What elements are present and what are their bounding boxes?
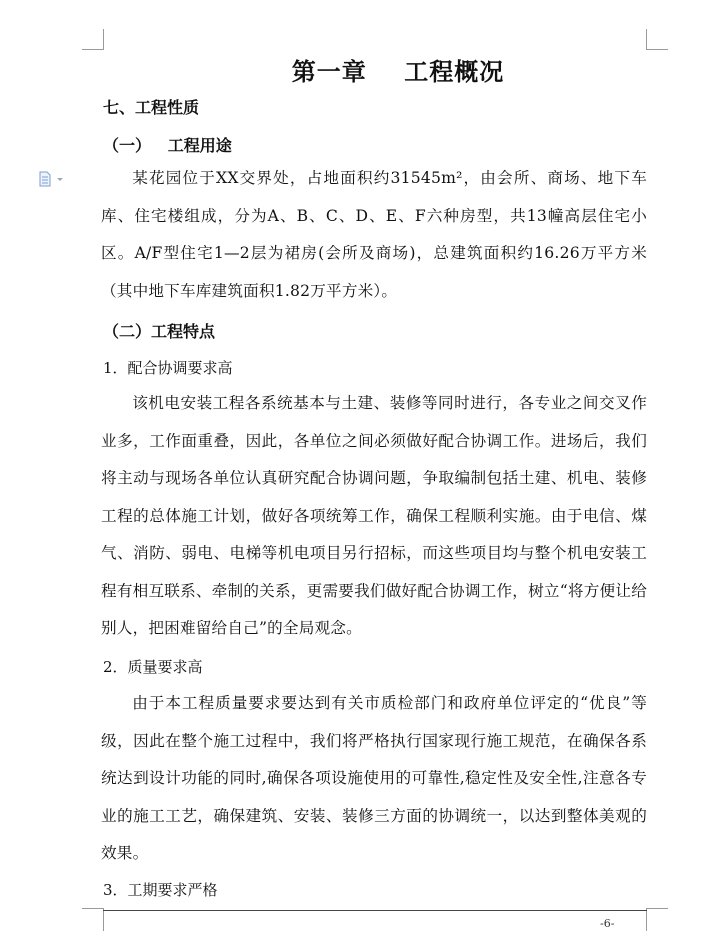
- section-heading: 七、工程性质: [103, 98, 200, 117]
- item-1-paragraph: 该机电安装工程各系统基本与土建、装修等同时进行，各专业之间交叉作业多，工作面重叠，因此，各单位之间必须做好配合协调工作。进场后，我们将主动与现场各单位认真研究配合协调问题，争取编制包括土建、机电、装修工程的总体施工计划，做好各项统筹工作，确保工程顺利实施。由于电信、煤气、消防、弱电、电梯等机电项目另行招标，而这些项目均与整个机电安装工程有相互联系、牵制的关系，更需要我们做好配合协调工作，树立“将方便让给别人，把困难留给自己”的全局观念。: [101, 394, 647, 637]
- item-1-title: 1．配合协调要求高: [103, 359, 233, 377]
- crop-mark-bottom-right: [646, 908, 668, 931]
- item-2-title: 2．质量要求高: [103, 658, 203, 676]
- item-2-paragraph: 由于本工程质量要求要达到有关市质检部门和政府单位评定的“优良”等级，因此在整个施工过程中，我们将严格执行国家现行施工规范，在确保各系统达到设计功能的同时,确保各项设施使用的可靠性,稳定性及安全性,注意各专业的施工工艺，确保建筑、安装、装修三方面的协调统一，以达到整体美观的效果。: [101, 694, 647, 862]
- document-note-icon[interactable]: [38, 171, 66, 187]
- crop-mark-bottom-left: [82, 908, 104, 931]
- item-3-title: 3．工期要求严格: [103, 881, 218, 899]
- crop-mark-top-left: [82, 29, 104, 50]
- footer-rule: [103, 910, 647, 911]
- crop-mark-top-right: [646, 29, 668, 50]
- page-number: -6-: [600, 917, 615, 930]
- subsection-usage-heading: （一） 工程用途: [103, 136, 232, 155]
- usage-paragraph: 某花园位于XX交界处，占地面积约31545m²，由会所、商场、地下车库、住宅楼组成，分为A、B、C、D、E、F六种房型，共13幢高层住宅小区。A/F型住宅1—2层为裙房(会所及商场)，总建筑面积约16.26万平方米（其中地下车库建筑面积1.82万平方米）。: [101, 169, 647, 300]
- subsection-features-heading: （二）工程特点: [103, 322, 216, 341]
- chapter-title: 第一章 工程概况: [291, 57, 505, 86]
